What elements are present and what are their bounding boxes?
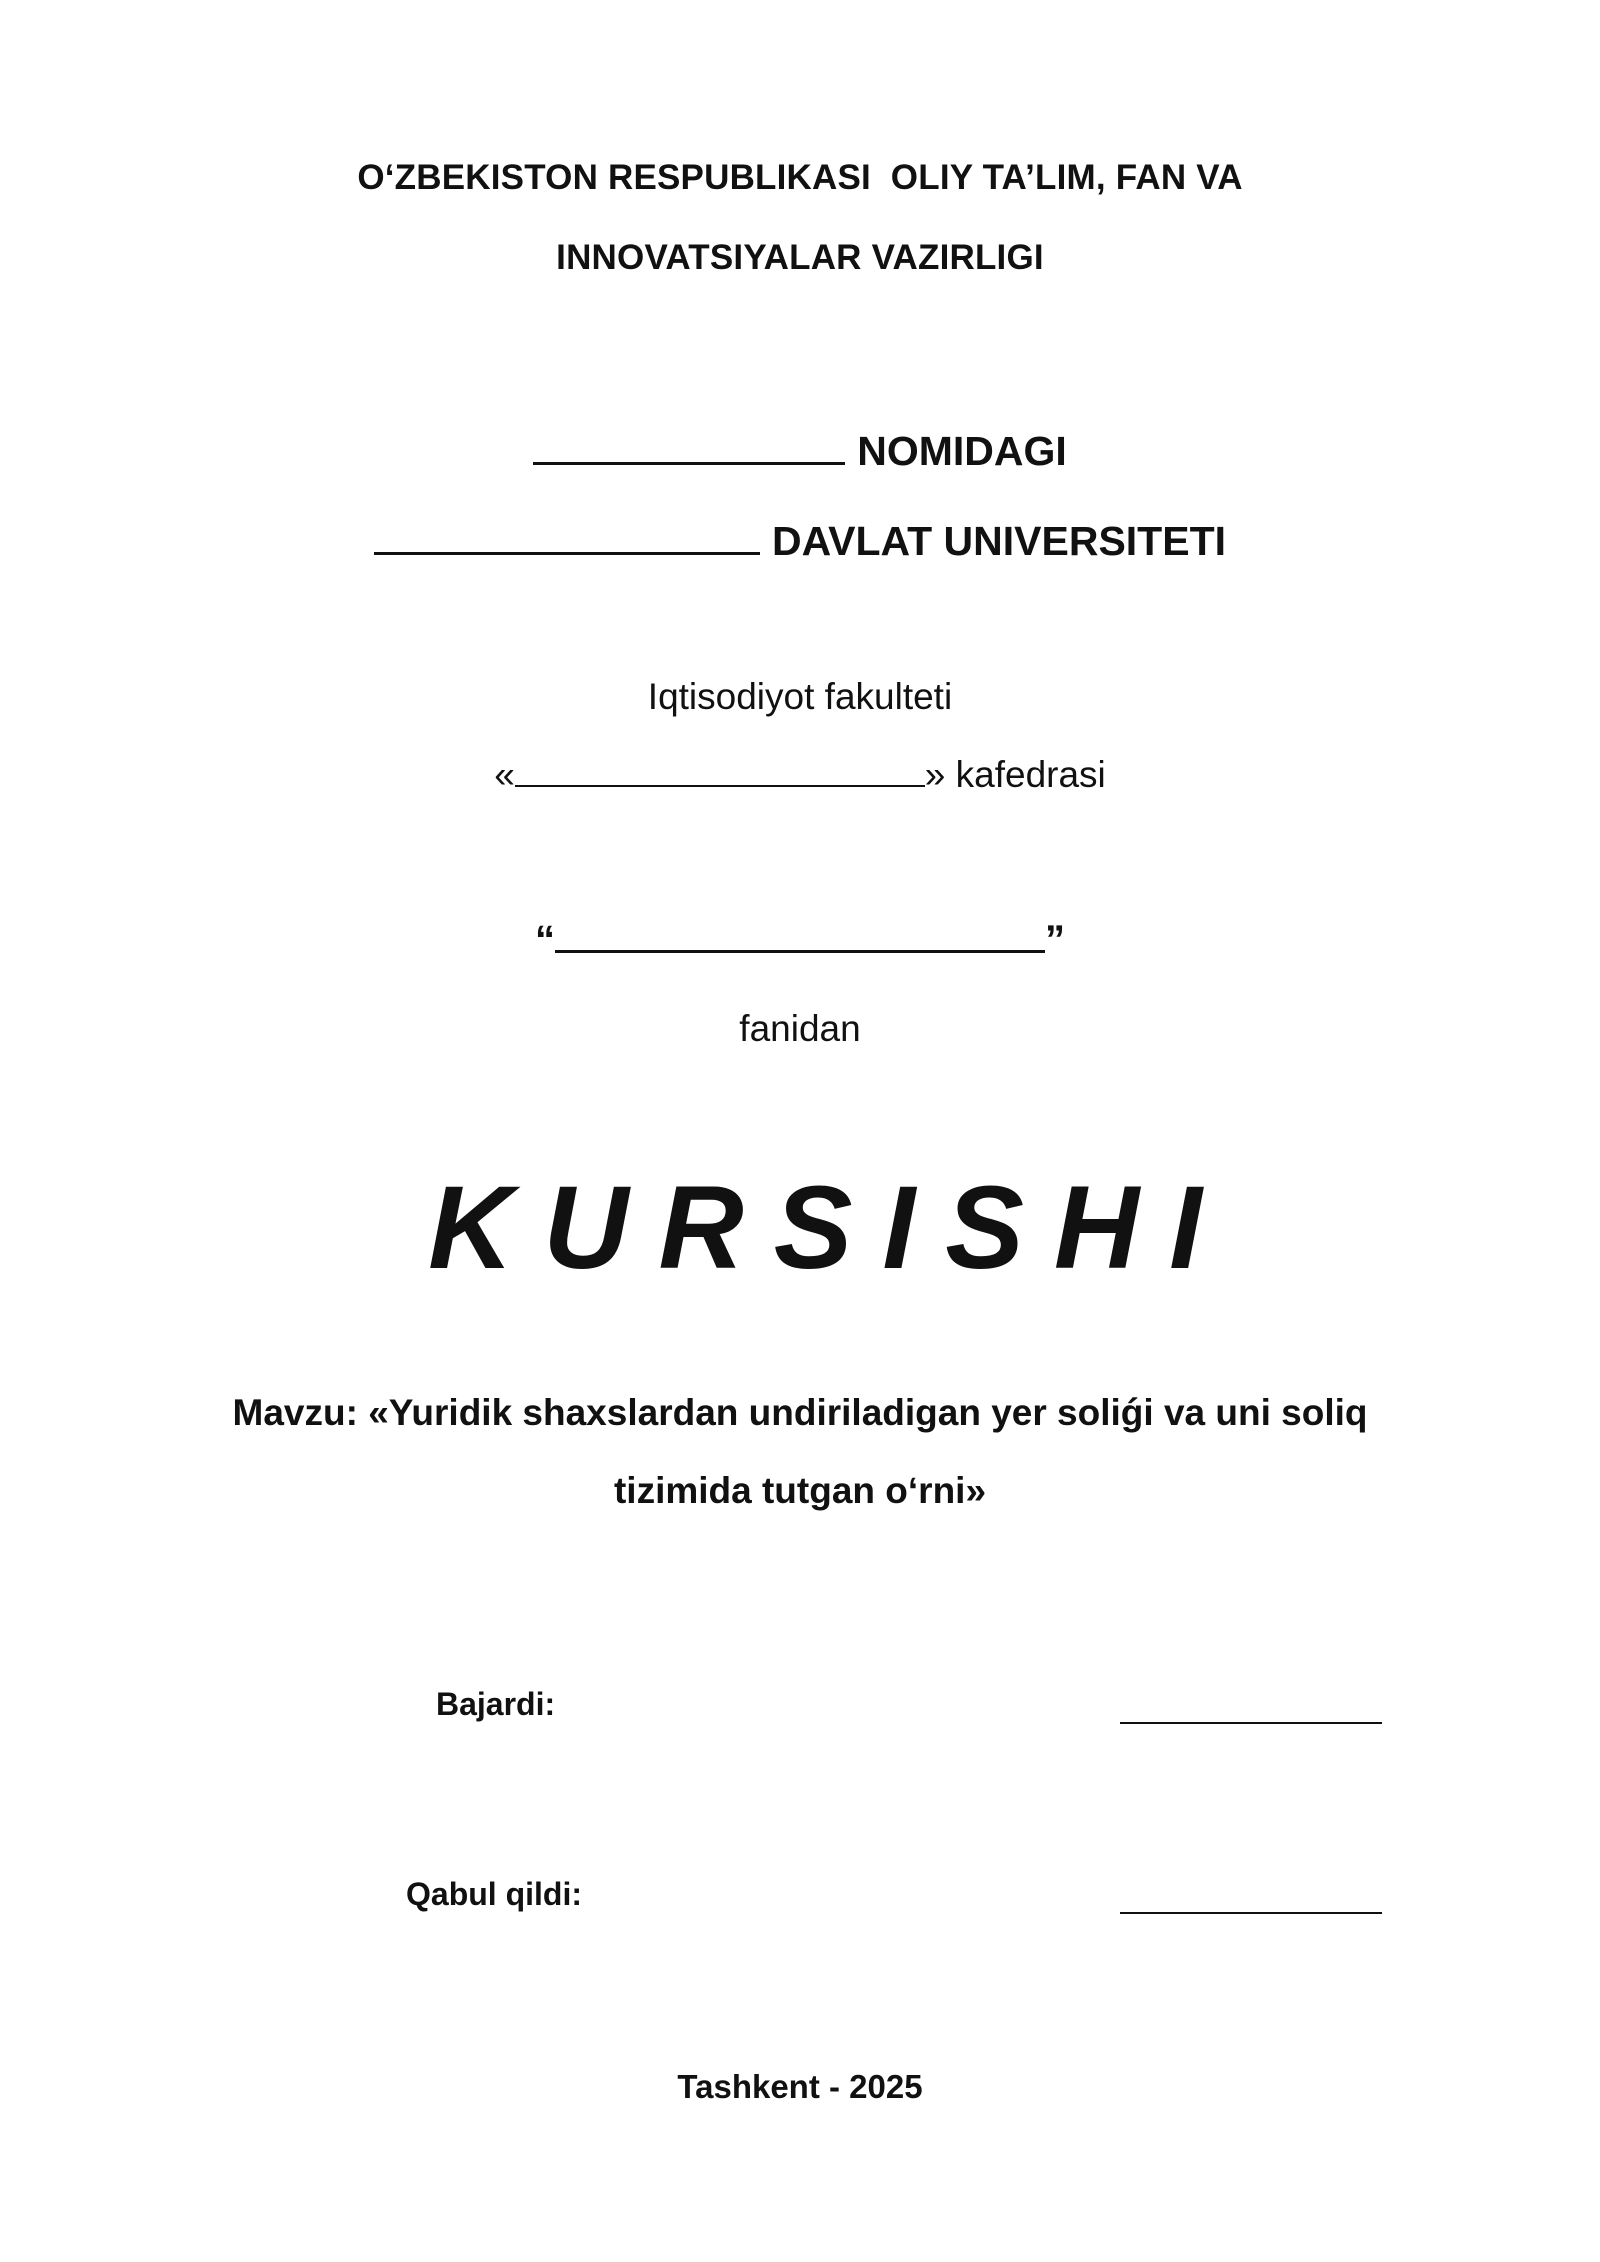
department-line bbox=[0, 754, 1600, 796]
university-name-blank bbox=[533, 428, 845, 465]
ministry-line-2: INNOVATSIYALAR VAZIRLIGI bbox=[556, 238, 1044, 277]
subject-blank bbox=[555, 916, 1045, 953]
topic-line-1: Mavzu: «Yuridik shaxslardan undiriladigan yer soliǵi va uni soliq bbox=[232, 1392, 1368, 1433]
done-by-signature-line bbox=[1120, 1720, 1382, 1724]
signature-row-accepted-by bbox=[0, 1876, 1600, 1916]
faculty-name: Iqtisodiyot fakulteti bbox=[647, 676, 953, 717]
document-title: KURSISHI bbox=[428, 1162, 1232, 1294]
university-line-1 bbox=[0, 428, 1600, 475]
topic-line-2: tizimida tutgan o‘rni» bbox=[613, 1470, 987, 1511]
department-open-quote: « bbox=[494, 754, 515, 795]
subject-close-quote: ” bbox=[1045, 918, 1065, 962]
accepted-by-label: Qabul qildi: bbox=[406, 1876, 582, 1912]
department-suffix: » kafedrasi bbox=[924, 754, 1106, 795]
subject-line bbox=[0, 916, 1600, 963]
city-year: Tashkent - 2025 bbox=[677, 2068, 923, 2105]
university-city-blank bbox=[374, 518, 760, 555]
university-line-2-text: DAVLAT UNIVERSITETI bbox=[771, 518, 1227, 564]
university-line-1-text: NOMIDAGI bbox=[857, 428, 1067, 474]
accepted-by-signature-line bbox=[1120, 1910, 1382, 1914]
university-line-2 bbox=[0, 518, 1600, 565]
subject-suffix: fanidan bbox=[739, 1008, 861, 1049]
department-blank bbox=[515, 755, 925, 787]
done-by-label: Bajardi: bbox=[436, 1686, 556, 1722]
signature-row-done-by bbox=[0, 1686, 1600, 1726]
subject-open-quote: “ bbox=[535, 918, 555, 962]
ministry-line-1: O‘ZBEKISTON RESPUBLIKASI OLIY TA’LIM, FAN VA bbox=[357, 158, 1243, 197]
